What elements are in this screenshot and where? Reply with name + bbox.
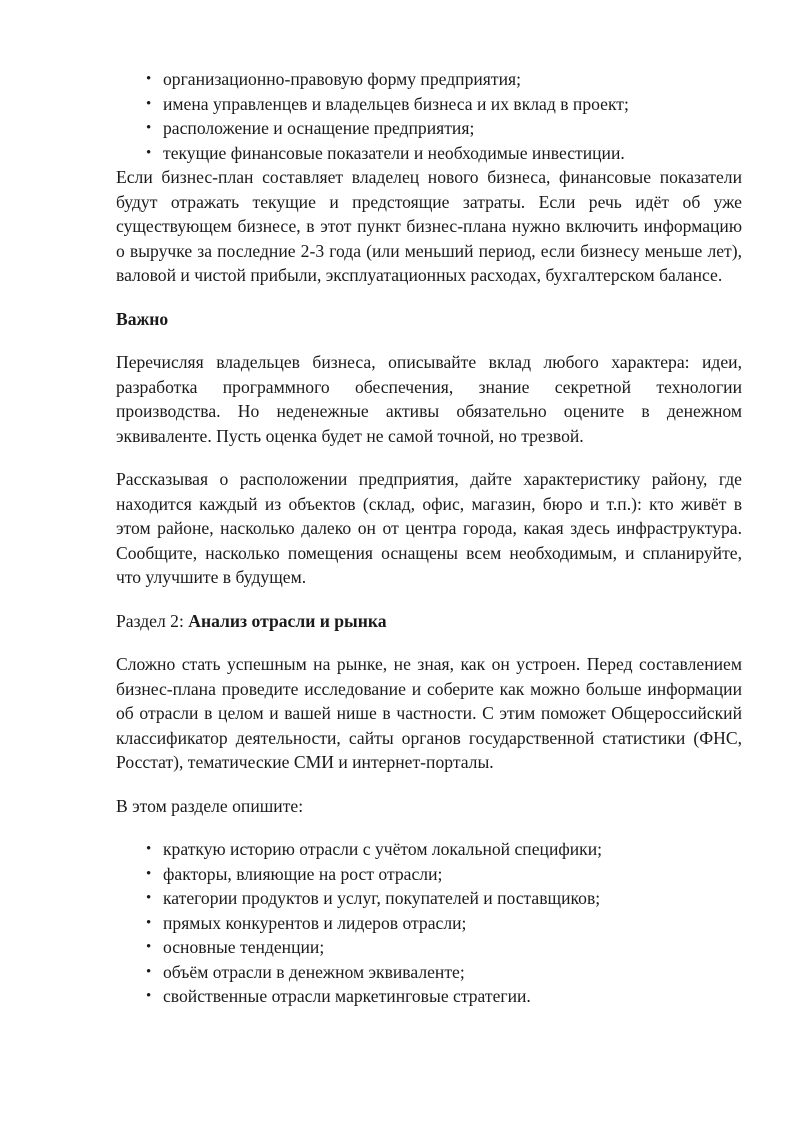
list-item: • свойственные отрасли маркетинговые стратегии.	[116, 984, 742, 1009]
list-item: • имена управленцев и владельцев бизнеса и их вклад в проект;	[116, 92, 742, 117]
section-2-heading	[116, 609, 742, 634]
list-item: • факторы, влияющие на рост отрасли;	[116, 862, 742, 887]
list-item: • расположение и оснащение предприятия;	[116, 116, 742, 141]
section-2-title: Анализ отрасли и рынка	[188, 610, 387, 631]
bullet-list-company-info	[116, 67, 742, 165]
list-item: • категории продуктов и услуг, покупателей и поставщиков;	[116, 886, 742, 911]
section-2-prefix: Раздел 2:	[116, 610, 189, 631]
document-page	[116, 67, 742, 1009]
list-item: • краткую историю отрасли с учётом локальной специфики;	[116, 837, 742, 862]
list-item: • прямых конкурентов и лидеров отрасли;	[116, 911, 742, 936]
paragraph-market: Сложно стать успешным на рынке, не зная, как он устроен. Перед составлением бизнес-плана проведите исследование и соберите как можно больше информации об отрасли в целом и вашей нише в частности. С этим поможет Общероссийский классификатор деятельности, сайты органов государственной статистики (ФНС, Росстат), тематические СМИ и интернет-порталы.	[116, 654, 742, 772]
paragraph-location: Рассказывая о расположении предприятия, дайте характеристику району, где находится каждый из объектов (склад, офис, магазин, бюро и т.п.): кто живёт в этом районе, насколько далеко он от центра города, какая здесь инфраструктура. Сообщите, насколько помещения оснащены всем необходимым, и спланируйте, что улучшите в будущем.	[116, 469, 742, 587]
important-heading: Важно	[116, 308, 169, 329]
list-item: • организационно-правовую форму предприятия;	[116, 67, 742, 92]
bullet-list-industry	[116, 837, 742, 1009]
list-item: • текущие финансовые показатели и необходимые инвестиции.	[116, 141, 742, 166]
list-item: • основные тенденции;	[116, 935, 742, 960]
paragraph-describe: В этом разделе опишите:	[116, 795, 304, 816]
paragraph-owners: Перечисляя владельцев бизнеса, описывайте вклад любого характера: идеи, разработка программного обеспечения, знание секретной технологии производства. Но неденежные активы обязательно оцените в денежном эквиваленте. Пусть оценка будет не самой точной, но трезвой.	[116, 352, 742, 446]
paragraph-finance: Если бизнес-план составляет владелец нового бизнеса, финансовые показатели будут отражать текущие и предстоящие затраты. Если речь идёт об уже существующем бизнесе, в этот пункт бизнес-плана нужно включить информацию о выручке за последние 2-3 года (или меньший период, если бизнесу меньше лет), валовой и чистой прибыли, эксплуатационных расходах, бухгалтерском балансе.	[116, 167, 742, 285]
list-item: • объём отрасли в денежном эквиваленте;	[116, 960, 742, 985]
